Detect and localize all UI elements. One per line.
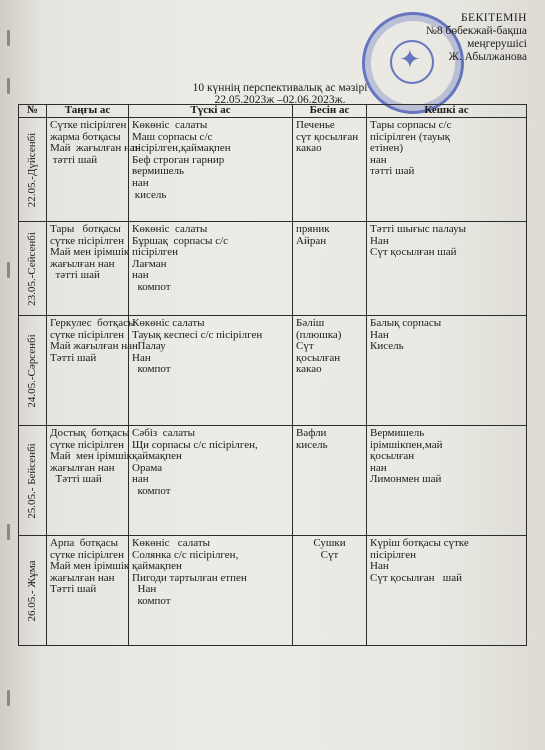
dinner-item: ірімшікпен,май	[370, 438, 443, 451]
day-label: 22.05.-Дүйсенбі	[25, 132, 38, 207]
table-row	[19, 222, 527, 316]
dinner-item: пісірілген (тауық	[370, 130, 450, 143]
dinner-item: Тары сорпасы с/с	[370, 119, 452, 131]
lunch-item: Көкөніс салаты	[132, 223, 208, 235]
table-header-row	[19, 105, 527, 118]
dinner-item: Нан	[370, 234, 389, 247]
dinner-item: нан	[370, 153, 387, 166]
dinner-item: Вермишель	[370, 427, 425, 439]
lunch-item: кисель	[132, 188, 167, 201]
dinner-item: етінен)	[370, 142, 404, 155]
menu-table	[18, 104, 527, 646]
snack-item: какао	[296, 363, 322, 376]
day-label: 24.05.-Сәрсенбі	[25, 333, 38, 408]
lunch-cell	[129, 426, 293, 536]
header-lunch: Түскі ас	[129, 105, 293, 118]
lunch-item: Маш сорпасы с/с	[132, 130, 213, 143]
snack-cell	[293, 316, 367, 426]
breakfast-item: Арпа ботқасы	[50, 537, 118, 549]
dinner-item: тәтті шай	[370, 165, 415, 178]
snack-item: какао	[296, 142, 322, 155]
dinner-item: Нан	[370, 328, 389, 341]
lunch-item: вермишель	[132, 165, 185, 178]
dinner-item: Лимонмен шай	[370, 473, 442, 486]
breakfast-item: Тәтті шай	[50, 473, 102, 486]
breakfast-item: Тары ботқасы	[50, 223, 121, 235]
snack-item: Айран	[296, 234, 327, 247]
breakfast-cell	[47, 426, 132, 536]
snack-item: Сүт	[296, 340, 314, 353]
snack-item: сүт қосылған	[296, 130, 359, 143]
lunch-cell	[129, 536, 293, 646]
title-line: 10 күннің перспективалық ас мәзірі	[192, 82, 368, 94]
lunch-item: қаймақпен	[132, 450, 182, 463]
day-cell	[19, 316, 47, 426]
lunch-item: компот	[132, 280, 171, 293]
day-label: 23.05.-Сейсенбі	[25, 231, 38, 306]
breakfast-item: Тәтті шай	[50, 351, 97, 364]
breakfast-item: Май жағылған нан	[50, 340, 138, 353]
breakfast-item: сүтке пісірілген	[50, 234, 124, 247]
lunch-item: қаймақпен	[132, 560, 182, 573]
title-dates: 22.05.2023ж –02.06.2023ж.	[214, 94, 346, 106]
header-snack: Бесін ас	[293, 105, 367, 118]
lunch-item: Көкөніс салаты	[132, 537, 211, 549]
snack-item: қосылған	[296, 351, 341, 364]
lunch-item: Нан	[132, 351, 151, 364]
breakfast-item: Геркулес ботқасы	[50, 317, 136, 329]
day-label: 26.05.- Жұма	[25, 559, 38, 622]
lunch-item: пісірілген,қаймақпен	[132, 142, 231, 155]
snack-item: кисель	[296, 438, 328, 451]
lunch-cell	[129, 118, 293, 222]
breakfast-item: Май мен ірімшік	[50, 560, 130, 573]
lunch-item: нан	[132, 176, 149, 189]
breakfast-item: жарма ботқасы	[50, 130, 121, 143]
approval-line: меңгерушісі	[467, 38, 527, 50]
lunch-item: Лағман	[132, 257, 167, 270]
header-dinner: Кешкі ас	[367, 105, 527, 118]
document-title	[150, 82, 410, 106]
dinner-cell	[367, 316, 527, 426]
breakfast-item: жағылған нан	[50, 257, 115, 270]
lunch-item: компот	[132, 484, 171, 497]
breakfast-item: Май мен ірімшік	[50, 246, 130, 259]
snack-item: Вафли	[296, 427, 327, 439]
binder-mark	[7, 690, 10, 706]
dinner-item: Кисель	[370, 340, 404, 353]
binder-mark	[7, 78, 10, 94]
binder-mark	[7, 524, 10, 540]
header-number: №	[19, 105, 47, 118]
day-cell	[19, 536, 47, 646]
snack-item: Сүт	[320, 548, 339, 561]
breakfast-item: Тәтті шай	[50, 583, 97, 596]
day-label: 25.05.- Бейсенбі	[25, 442, 38, 519]
breakfast-cell	[47, 536, 129, 646]
table-row	[19, 316, 527, 426]
breakfast-item: тәтті шай	[50, 269, 100, 282]
approval-heading: БЕКІТЕМІН	[460, 12, 527, 24]
breakfast-item: тәтті шай	[50, 153, 98, 166]
lunch-item: Палау	[132, 340, 166, 353]
table-row	[19, 536, 527, 646]
day-cell	[19, 222, 47, 316]
snack-item: (плюшка)	[296, 328, 342, 341]
lunch-item: Көкөніс салаты	[132, 317, 205, 329]
snack-cell	[293, 426, 367, 536]
lunch-item: Көкөніс салаты	[132, 119, 208, 131]
lunch-item: нан	[132, 473, 149, 486]
lunch-item: Солянка с/с пісірілген,	[132, 548, 239, 561]
snack-item: пряник	[296, 223, 330, 235]
lunch-item: Щи сорпасы с/с пісірілген,	[132, 438, 258, 451]
breakfast-item: Сүтке пісірілген	[50, 119, 127, 131]
lunch-item: Нан	[132, 583, 157, 596]
breakfast-item: жағылған нан	[50, 571, 115, 584]
lunch-cell	[129, 316, 293, 426]
dinner-item: Сүт қосылған шай	[370, 571, 463, 584]
binder-mark	[7, 30, 10, 46]
table-row	[19, 118, 527, 222]
snack-item: Сушки	[313, 537, 346, 549]
header-breakfast: Таңғы ас	[47, 105, 129, 118]
breakfast-item: жағылған нан	[50, 461, 115, 474]
lunch-cell	[129, 222, 293, 316]
dinner-item: Сүт қосылған шай	[370, 246, 457, 259]
snack-cell	[293, 222, 367, 316]
lunch-item: Пигоди тартылған етпен	[132, 571, 247, 584]
lunch-item: Беф строган гарнир	[132, 153, 225, 166]
dinner-cell	[367, 118, 527, 222]
lunch-item: компот	[132, 363, 171, 376]
dinner-cell	[367, 222, 527, 316]
lunch-item: Бұршақ сорпасы с/с	[132, 234, 229, 247]
table-row	[19, 426, 527, 536]
approval-block	[426, 12, 527, 64]
stamp-emblem-icon: ✦	[399, 45, 421, 75]
breakfast-item: сүтке пісірілген	[50, 328, 124, 341]
dinner-item: Балық сорпасы	[370, 317, 442, 329]
snack-cell	[293, 536, 367, 646]
dinner-item: пісірілген	[370, 548, 417, 561]
dinner-item: Тәтті шығыс палауы	[370, 223, 466, 235]
approval-line: №8 бөбекжай-бақша	[425, 25, 527, 37]
breakfast-cell	[47, 118, 141, 222]
lunch-item: пісірілген	[132, 246, 179, 259]
breakfast-item: Май мен ірімшік	[50, 450, 132, 463]
breakfast-item: Достық ботқасы	[50, 427, 130, 439]
day-cell	[19, 426, 47, 536]
binder-mark	[7, 262, 10, 278]
dinner-item: Күріш ботқасы сүтке	[370, 537, 469, 549]
day-cell	[19, 118, 47, 222]
lunch-item: Сәбіз салаты	[132, 427, 195, 439]
dinner-item: Нан	[370, 560, 389, 573]
breakfast-item: сүтке пісірілген	[50, 438, 124, 451]
breakfast-cell	[47, 316, 138, 426]
lunch-item: компот	[132, 594, 171, 607]
lunch-item: Тауық кеспесі с/с пісірілген	[132, 328, 263, 341]
dinner-item: қосылған	[370, 450, 415, 463]
snack-cell	[293, 118, 367, 222]
approval-line: Ж. Абылжанова	[448, 51, 527, 63]
breakfast-cell	[47, 222, 129, 316]
snack-item: Бәліш	[296, 317, 325, 329]
breakfast-item: Май жағылған нан	[50, 142, 141, 155]
lunch-item: Орама	[132, 461, 163, 474]
snack-item: Печенье	[296, 119, 335, 131]
dinner-item: нан	[370, 461, 387, 474]
dinner-cell	[367, 536, 527, 646]
breakfast-item: сүтке пісірілген	[50, 548, 124, 561]
dinner-cell	[367, 426, 527, 536]
lunch-item: нан	[132, 269, 149, 282]
